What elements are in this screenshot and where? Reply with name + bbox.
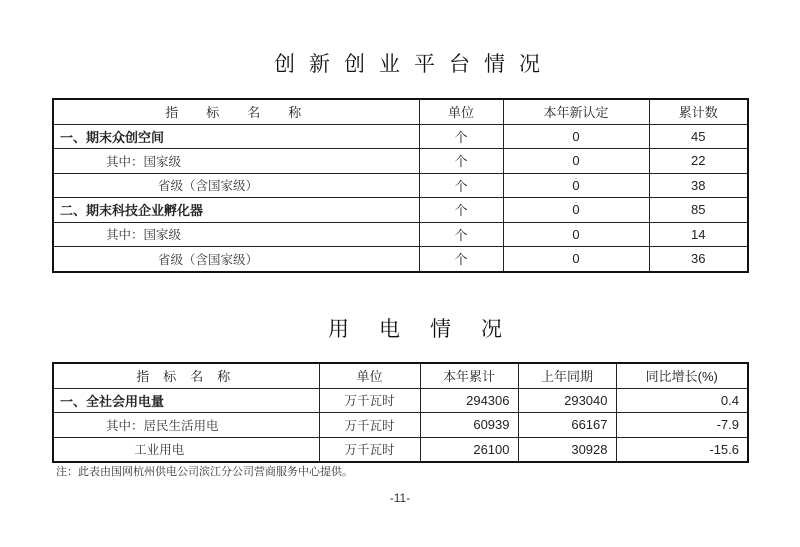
- row-name: 其中：国家级: [53, 222, 419, 247]
- header-unit: 单位: [419, 99, 503, 124]
- row-total: 85: [649, 198, 748, 223]
- header-growth: 同比增长(%): [616, 363, 748, 388]
- row-unit: 万千瓦时: [319, 388, 420, 413]
- table-row: [53, 413, 748, 438]
- row-unit: 个: [419, 149, 503, 174]
- section-title-innovation-platforms: 创新创业平台情况: [274, 52, 554, 76]
- header-indicator-name: 指标名称: [53, 363, 319, 388]
- row-total: 45: [649, 124, 748, 149]
- table-row: [53, 437, 748, 462]
- header-cumulative: 累计数: [649, 99, 748, 124]
- table-row: [53, 198, 748, 223]
- row-unit: 个: [419, 198, 503, 223]
- section-title-electricity: 用电情况: [328, 317, 532, 341]
- row-unit: 个: [419, 124, 503, 149]
- row-new: 0: [503, 173, 649, 198]
- page-number: -11-: [389, 491, 411, 505]
- row-growth: -7.9: [616, 413, 748, 438]
- row-unit: 个: [419, 222, 503, 247]
- electricity-table: [52, 362, 749, 463]
- row-new: 0: [503, 247, 649, 272]
- row-name: 一、全社会用电量: [53, 388, 319, 413]
- row-growth: 0.4: [616, 388, 748, 413]
- row-total: 36: [649, 247, 748, 272]
- row-name: 其中：居民生活用电: [53, 413, 319, 438]
- row-previous: 30928: [518, 437, 616, 462]
- table-header-row: [53, 363, 748, 388]
- row-total: 22: [649, 149, 748, 174]
- header-new-certified: 本年新认定: [503, 99, 649, 124]
- header-indicator-name: 指标名称: [53, 99, 419, 124]
- table-row: [53, 222, 748, 247]
- table-row: [53, 149, 748, 174]
- row-unit: 万千瓦时: [319, 437, 420, 462]
- header-previous-year: 上年同期: [518, 363, 616, 388]
- row-new: 0: [503, 222, 649, 247]
- table-row: [53, 173, 748, 198]
- table-row: [53, 388, 748, 413]
- row-total: 14: [649, 222, 748, 247]
- row-total: 38: [649, 173, 748, 198]
- table-row: [53, 124, 748, 149]
- row-current: 26100: [420, 437, 518, 462]
- row-name: 省级（含国家级）: [53, 247, 419, 272]
- row-name: 工业用电: [53, 437, 319, 462]
- header-current-year: 本年累计: [420, 363, 518, 388]
- row-current: 60939: [420, 413, 518, 438]
- header-unit: 单位: [319, 363, 420, 388]
- row-name: 二、期末科技企业孵化器: [53, 198, 419, 223]
- row-name: 其中：国家级: [53, 149, 419, 174]
- row-growth: -15.6: [616, 437, 748, 462]
- row-new: 0: [503, 198, 649, 223]
- row-new: 0: [503, 149, 649, 174]
- row-unit: 万千瓦时: [319, 413, 420, 438]
- table-header-row: [53, 99, 748, 124]
- row-new: 0: [503, 124, 649, 149]
- row-unit: 个: [419, 173, 503, 198]
- table-row: [53, 247, 748, 272]
- footnote: 注：此表由国网杭州供电公司滨江分公司营商服务中心提供。: [56, 465, 353, 478]
- innovation-platforms-table: [52, 98, 749, 273]
- row-previous: 66167: [518, 413, 616, 438]
- row-previous: 293040: [518, 388, 616, 413]
- row-name: 一、期末众创空间: [53, 124, 419, 149]
- row-unit: 个: [419, 247, 503, 272]
- row-current: 294306: [420, 388, 518, 413]
- row-name: 省级（含国家级）: [53, 173, 419, 198]
